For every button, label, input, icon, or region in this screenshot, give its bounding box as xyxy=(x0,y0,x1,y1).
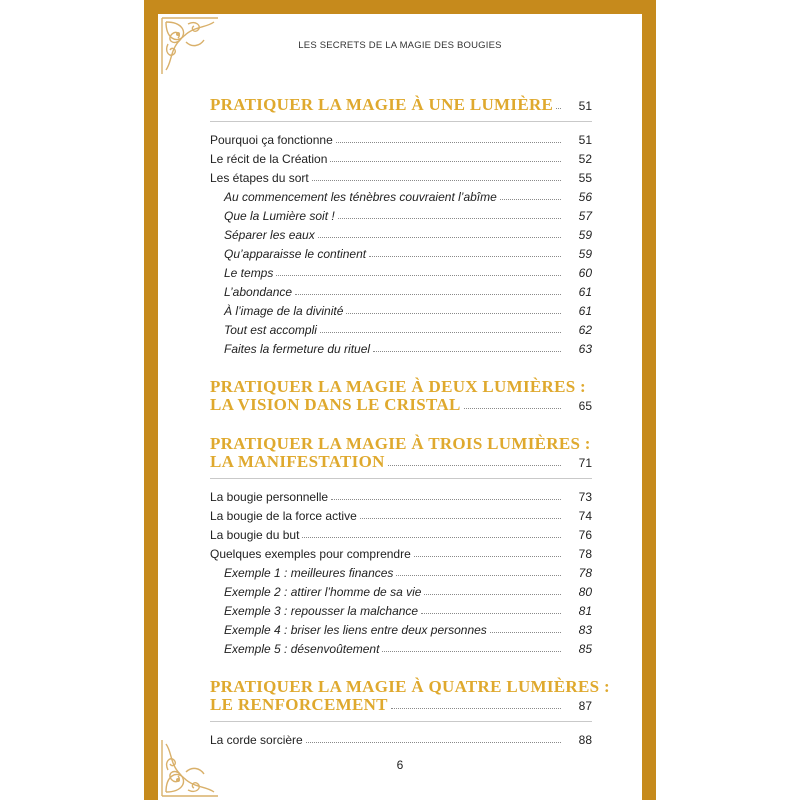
dot-leader xyxy=(331,499,561,500)
section-title-line xyxy=(210,677,610,696)
entry-title: Exemple 2 : attirer l’homme de sa vie xyxy=(224,585,422,599)
toc-section xyxy=(210,378,592,413)
toc-subentry xyxy=(210,599,592,618)
entry-page-number: 85 xyxy=(578,642,592,656)
entry-page-number: 83 xyxy=(578,623,592,637)
dot-leader xyxy=(330,161,561,162)
entry-page-number: 51 xyxy=(578,133,592,147)
toc-entry xyxy=(210,542,592,561)
dot-leader xyxy=(320,332,561,333)
toc-entry xyxy=(210,728,592,747)
toc-entry xyxy=(210,504,592,523)
entry-title: Les étapes du sort xyxy=(210,171,309,185)
section-title: PRATIQUER LA MAGIE À TROIS LUMIÈRES : xyxy=(210,434,591,453)
entry-title: Tout est accompli xyxy=(224,323,317,337)
entry-page-number: 56 xyxy=(578,190,592,204)
dot-leader xyxy=(295,294,561,295)
dot-leader xyxy=(500,199,561,200)
entry-title: Le récit de la Création xyxy=(210,152,328,166)
section-divider xyxy=(210,478,592,479)
dot-leader xyxy=(369,256,561,257)
section-title: LA VISION DANS LE CRISTAL xyxy=(210,395,461,414)
toc-entry xyxy=(210,485,592,504)
entry-page-number: 88 xyxy=(578,733,592,747)
toc-subentry xyxy=(210,261,592,280)
entry-page-number: 81 xyxy=(578,604,592,618)
entry-title: Exemple 1 : meilleures finances xyxy=(224,566,394,580)
entry-page-number: 76 xyxy=(578,528,592,542)
section-divider xyxy=(210,721,592,722)
dot-leader xyxy=(391,708,561,709)
entry-page-number: 59 xyxy=(578,228,592,242)
toc-entry xyxy=(210,147,592,166)
entry-title: Le temps xyxy=(224,266,274,280)
entry-page-number: 80 xyxy=(578,585,592,599)
toc-subentry xyxy=(210,561,592,580)
section-title: PRATIQUER LA MAGIE À DEUX LUMIÈRES : xyxy=(210,377,587,396)
dot-leader xyxy=(318,237,561,238)
dot-leader xyxy=(346,313,561,314)
entry-page-number: 78 xyxy=(578,547,592,561)
section-page-number: 51 xyxy=(578,99,592,113)
toc-subentry xyxy=(210,242,592,261)
entry-page-number: 62 xyxy=(578,323,592,337)
section-title-line xyxy=(210,378,592,395)
entry-page-number: 61 xyxy=(578,304,592,318)
toc-subentry xyxy=(210,580,592,599)
toc-entry xyxy=(210,128,592,147)
dot-leader xyxy=(464,408,561,409)
toc-section xyxy=(210,677,610,747)
section-title: LE RENFORCEMENT xyxy=(210,695,388,714)
toc-subentry xyxy=(210,280,592,299)
entry-title: Exemple 3 : repousser la malchance xyxy=(224,604,419,618)
entry-page-number: 59 xyxy=(578,247,592,261)
entry-title: La bougie du but xyxy=(210,528,300,542)
section-title: LA MANIFESTATION xyxy=(210,452,385,471)
entry-page-number: 73 xyxy=(578,490,592,504)
entry-page-number: 55 xyxy=(578,171,592,185)
dot-leader xyxy=(414,556,561,557)
dot-leader xyxy=(276,275,561,276)
entry-page-number: 52 xyxy=(578,152,592,166)
dot-leader xyxy=(338,218,561,219)
toc-subentry xyxy=(210,337,592,356)
entry-title: Pourquoi ça fonctionne xyxy=(210,133,333,147)
section-divider xyxy=(210,121,592,122)
entry-title: Faites la fermeture du rituel xyxy=(224,342,371,356)
dot-leader xyxy=(312,180,561,181)
entry-page-number: 63 xyxy=(578,342,592,356)
section-title-line xyxy=(210,96,592,113)
running-head: LES SECRETS DE LA MAGIE DES BOUGIES xyxy=(298,40,502,51)
toc-entry xyxy=(210,166,592,185)
dot-leader xyxy=(421,613,561,614)
page-number: 6 xyxy=(396,758,404,772)
section-title-line xyxy=(210,696,592,713)
entry-page-number: 60 xyxy=(578,266,592,280)
entry-title: À l’image de la divinité xyxy=(224,304,344,318)
section-page-number: 65 xyxy=(578,399,592,413)
entry-title: L’abondance xyxy=(224,285,293,299)
toc-subentry xyxy=(210,204,592,223)
entry-title: Au commencement les ténèbres couvraient l’abîme xyxy=(224,190,497,204)
entry-title: La bougie personnelle xyxy=(210,490,329,504)
toc-subentry xyxy=(210,299,592,318)
dot-leader xyxy=(396,575,561,576)
entry-title: La corde sorcière xyxy=(210,733,303,747)
book-page-frame xyxy=(144,0,656,800)
section-title-line xyxy=(210,396,592,413)
page-body xyxy=(158,14,642,800)
entry-title: Séparer les eaux xyxy=(224,228,315,242)
entry-title: Exemple 5 : désenvoûtement xyxy=(224,642,380,656)
toc-entry xyxy=(210,523,592,542)
entry-title: Que la Lumière soit ! xyxy=(224,209,335,223)
entry-page-number: 61 xyxy=(578,285,592,299)
toc-subentry xyxy=(210,318,592,337)
dot-leader xyxy=(490,632,561,633)
entry-title: Quelques exemples pour comprendre xyxy=(210,547,411,561)
dot-leader xyxy=(360,518,561,519)
section-title: PRATIQUER LA MAGIE À UNE LUMIÈRE xyxy=(210,95,554,114)
dot-leader xyxy=(302,537,561,538)
toc-subentry xyxy=(210,637,592,656)
dot-leader xyxy=(556,108,561,109)
toc-section xyxy=(210,435,592,656)
entry-title: La bougie de la force active xyxy=(210,509,357,523)
toc-section xyxy=(210,96,592,356)
dot-leader xyxy=(388,465,561,466)
section-title-line xyxy=(210,453,592,470)
section-title-line xyxy=(210,435,592,452)
dot-leader xyxy=(373,351,561,352)
entry-title: Exemple 4 : briser les liens entre deux personnes xyxy=(224,623,487,637)
table-of-contents xyxy=(210,84,610,747)
section-page-number: 71 xyxy=(578,456,592,470)
dot-leader xyxy=(382,651,561,652)
entry-page-number: 57 xyxy=(578,209,592,223)
section-page-number: 87 xyxy=(578,699,592,713)
toc-subentry xyxy=(210,185,592,204)
section-title: PRATIQUER LA MAGIE À QUATRE LUMIÈRES : xyxy=(210,677,610,696)
toc-subentry xyxy=(210,618,592,637)
entry-page-number: 74 xyxy=(578,509,592,523)
entry-page-number: 78 xyxy=(578,566,592,580)
entry-title: Qu’apparaisse le continent xyxy=(224,247,367,261)
toc-subentry xyxy=(210,223,592,242)
dot-leader xyxy=(424,594,561,595)
dot-leader xyxy=(306,742,561,743)
dot-leader xyxy=(336,142,561,143)
